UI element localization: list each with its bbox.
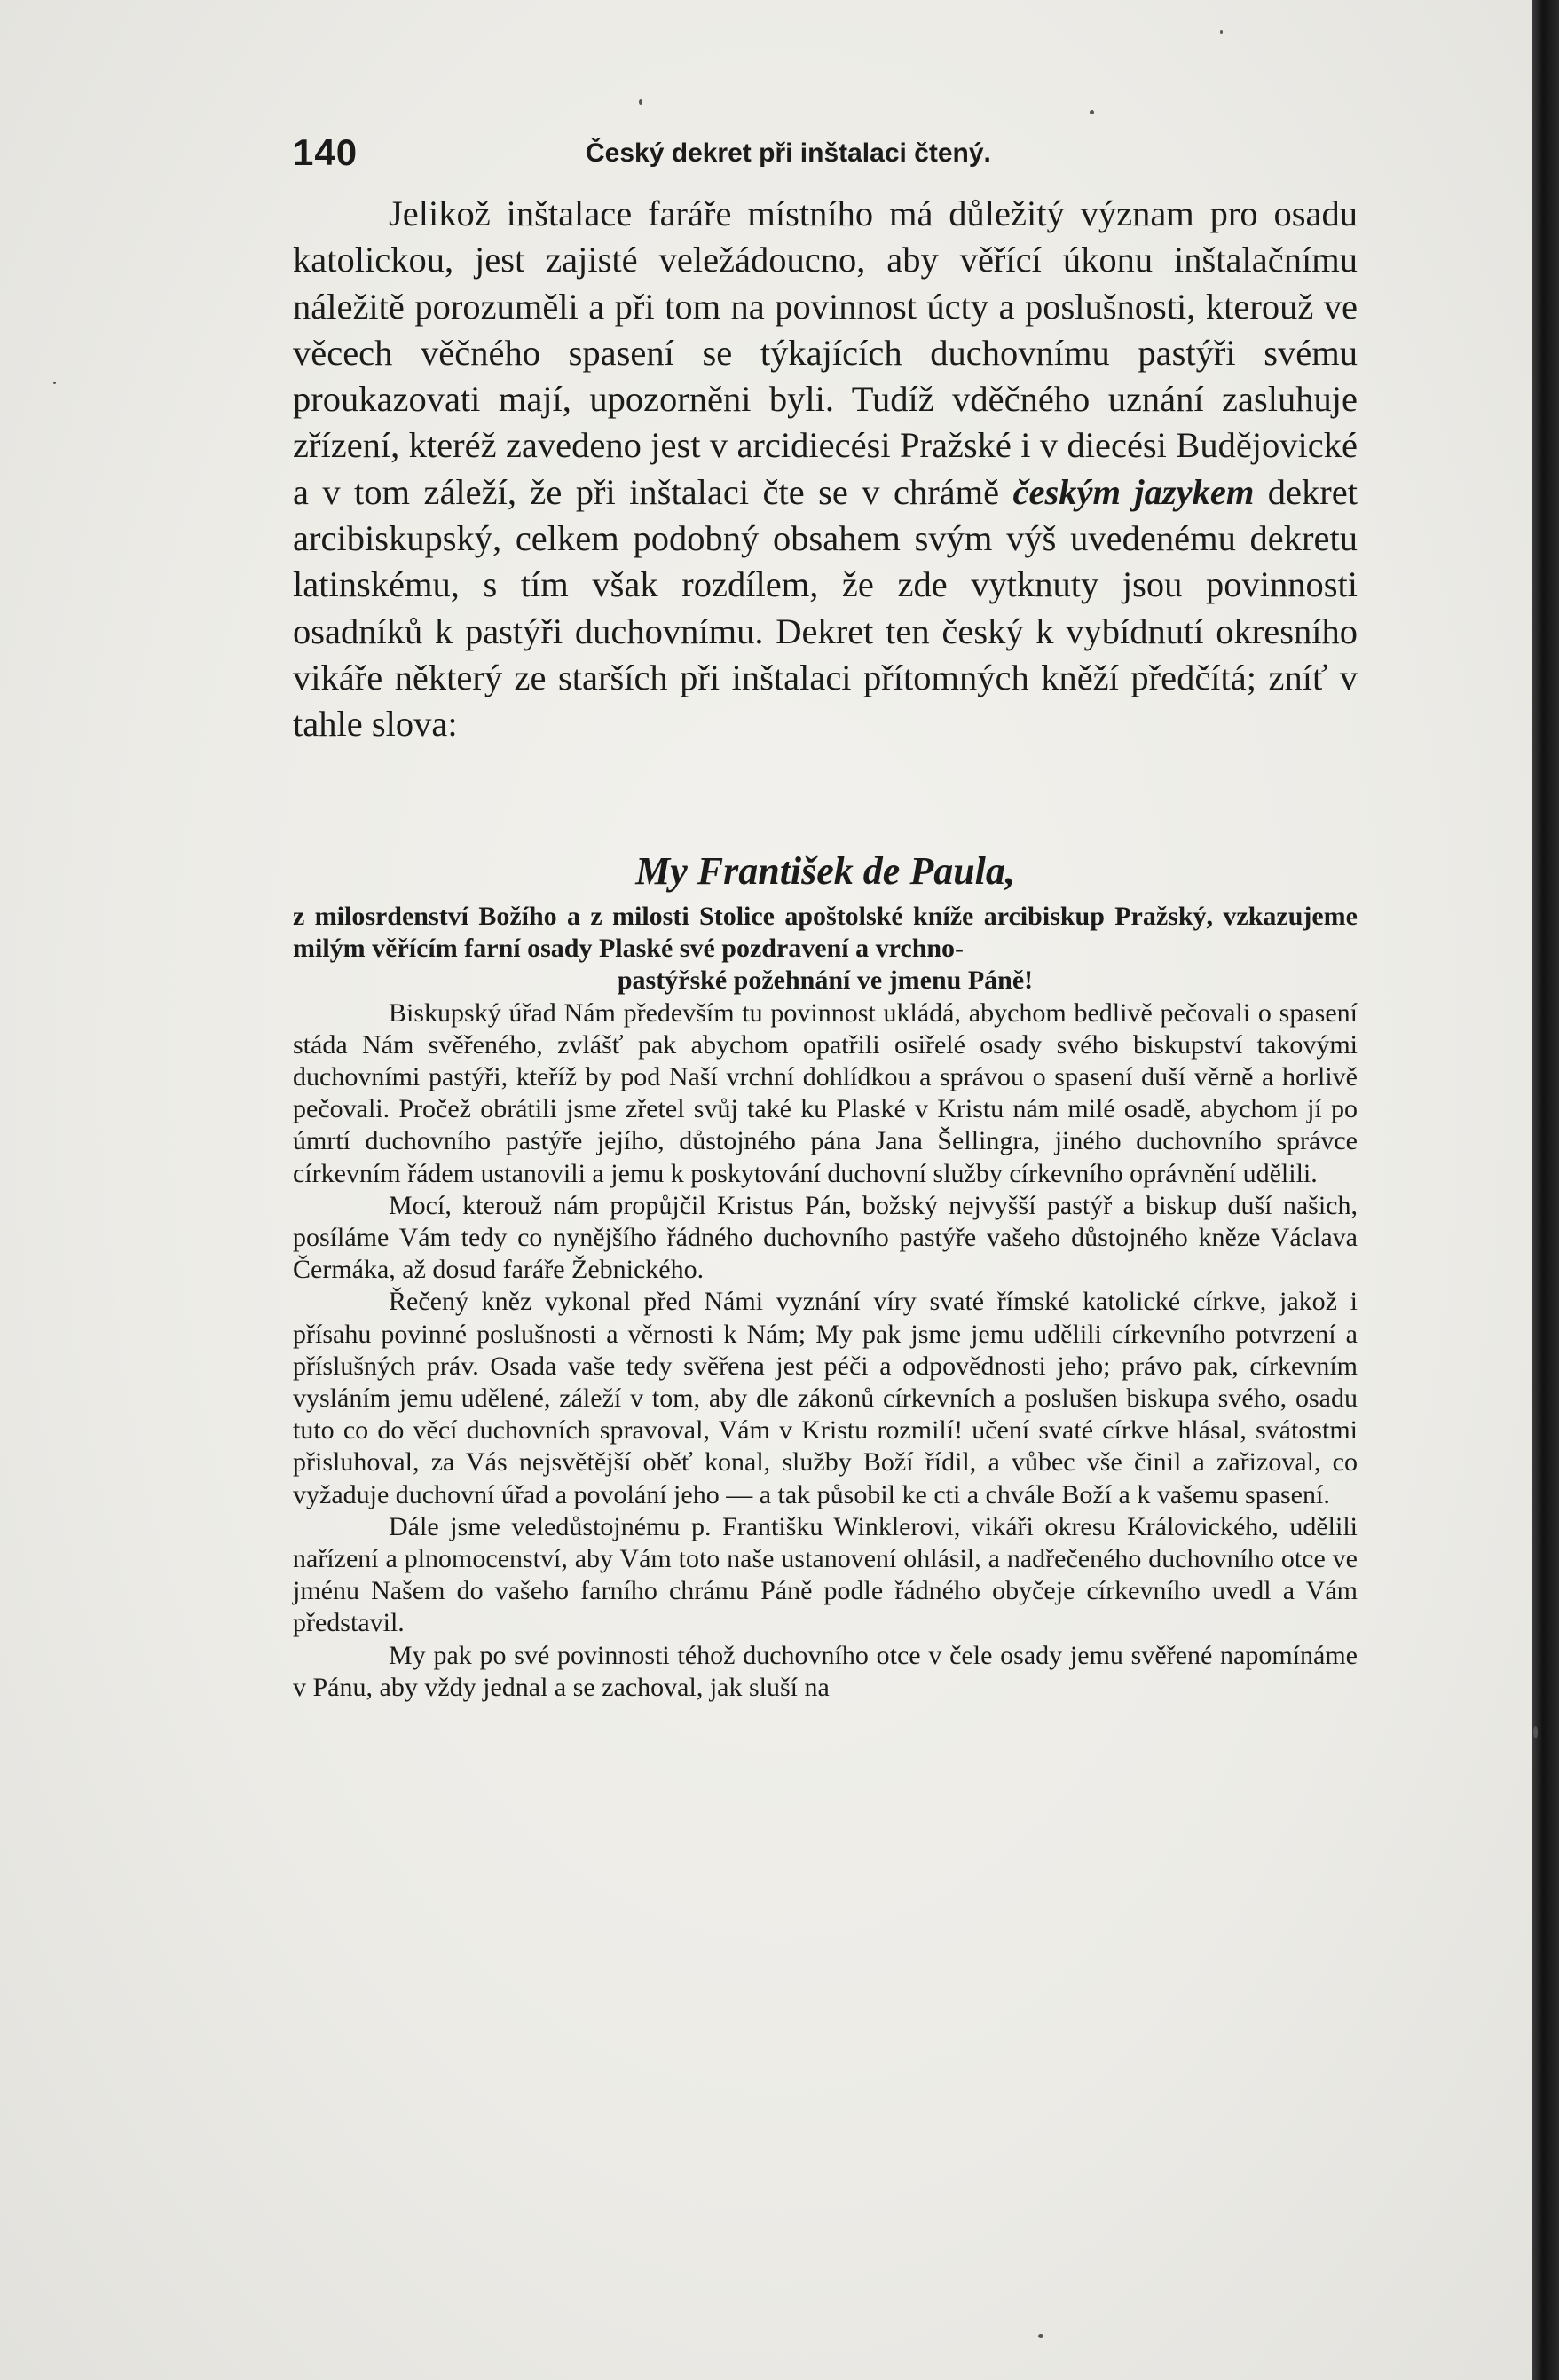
intro-text-part1: Jelikož inštalace faráře místního má důležitý význam pro osadu katolickou, jest zajisté veležádoucno, aby věřící úkonu inštalačnímu náležitě porozuměli a při tom na povinnost úcty a poslušnosti, kterouž ve věcech věčného spasení se týkajících duchovnímu pastýři svému proukazovati mají, upozorněni byli. Tudíž vděčného uznání zasluhuje zřízení, kteréž zavedeno jest v arcidiecési Pražské i v diecési Budějovické a v tom záleží, že při inštalaci čte se v chrámě [293,193,1358,512]
decree-paragraph: Řečený kněz vykonal před Námi vyznání víry svaté římské katolické církve, jakož i přísahu povinné poslušnosti a věrnosti k Nám; My pak jsme jemu udělili církevního potvrzení a příslušných práv. Osada vaše tedy svěřena jest péči a odpovědnosti jeho; právo pak, církevním vysláním jemu udělené, záleží v tom, aby dle zákonů církevních a poslušen biskupa svého, osadu tuto co do věcí duchovních spravoval, Vám v Kristu rozmilí! učení svaté církve hlásal, svátostmi přisluhoval, za Vás nejsvětější oběť konal, služby Boží řídil, a vůbec vše činil a zařizoval, co vyžaduje duchovní úřad a povolání jeho — a tak působil ke cti a chvále Boží a k vašemu spasení. [293,1287,1358,1509]
running-head: Český dekret při inštalaci čtený. [586,138,991,168]
decree-paragraph: My pak po své povinnosti téhož duchovního otce v čele osady jemu svěřené napomínáme v Pánu, aby vždy jednal a se zachoval, jak sluší na [293,1640,1358,1702]
intro-paragraph-block [293,191,1358,748]
decree-paragraph: Biskupský úřad Nám především tu povinnost ukládá, abychom bedlivě pečovali o spasení stáda Nám svěřeného, zvlášť pak abychom opatřili osiřelé osady svého biskupství takovými duchovními pastýři, kteříž by pod Naší vrchní dohlídkou a správou o spasení duší věrně a horlivě pečovali. Pročež obrátili jsme zřetel svůj také ku Plaské v Kristu nám milé osadě, abychom jí po úmrtí duchovního pastýře jejího, důstojného pána Jana Šellingra, jiného duchovního správce církevním řádem ustanovili a jemu k poskytování duchovní služby církevního oprávnění udělili. [293,997,1358,1188]
decree-paragraph: Dále jsme veledůstojnému p. Františku Winklerovi, vikáři okresu Královického, udělili nařízení a plnomocenství, aby Vám toto naše ustanovení ohlásil, a nadřečeného duchovního otce ve jménu Našem do vašeho farního chrámu Páně podle řádného obyčeje církevního uvedl a Vám představil. [293,1511,1358,1638]
decree-opening-end: pastýřské požehnání ve jmenu Páně! [617,965,1034,996]
intro-paragraph [293,191,1358,748]
decree-title: My František de Paula, [635,849,1015,893]
page-header [293,124,1358,177]
intro-emphasis: českým jazykem [1012,471,1255,512]
decree-section [293,847,1358,1704]
intro-text-part2: dekret arcibiskupský, celkem podobný obsahem svým výš uvedenému dekretu latinskému, s tím však rozdílem, že zde vytknuty jsou povinnosti osadníků k pastýři duchovnímu. Dekret ten český k vybídnutí okresního vikáře některý ze starších při inštalaci přítomných kněží předčítá; zníť v tahle slova: [293,471,1358,745]
decree-opening-main: z milosrdenství Božího a z milosti Stolice apoštolské kníže arcibiskup Pražský, vzkazujeme milým věřícím farní osady Plaské své pozdravení a vrchno- [293,902,1358,964]
page-edge-shadow [1532,0,1559,2380]
decree-paragraph: Mocí, kterouž nám propůjčil Kristus Pán, božský nejvyšší pastýř a biskup duší našich, posíláme Vám tedy co nynějšího řádného duchovního pastýře vašeho důstojného kněze Václava Čermáka, až dosud faráře Žebnického. [293,1190,1358,1285]
page-number: 140 [293,131,358,173]
decree-opening [293,901,1358,997]
